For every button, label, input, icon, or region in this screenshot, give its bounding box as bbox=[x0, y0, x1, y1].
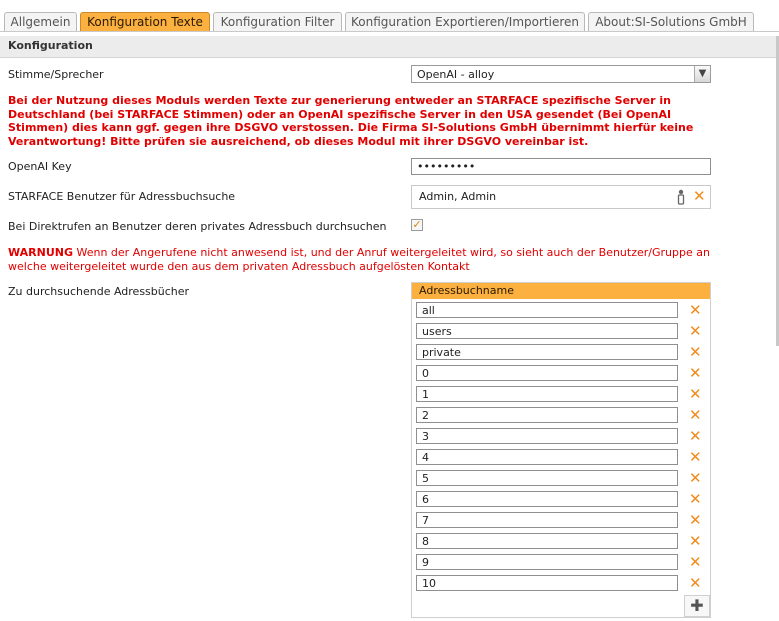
addressbook-row-value: 4 bbox=[422, 451, 429, 464]
addressbook-row-value: 10 bbox=[422, 577, 436, 590]
addressbook-row-value: 3 bbox=[422, 430, 429, 443]
section-header bbox=[0, 36, 776, 58]
warning-prefix: WARNUNG bbox=[8, 246, 73, 259]
addressbook-row-input[interactable] bbox=[416, 491, 678, 507]
addressbook-row-value: 6 bbox=[422, 493, 429, 506]
addressbook-row-input[interactable] bbox=[416, 470, 678, 486]
addressbook-row-input[interactable] bbox=[416, 554, 678, 570]
addressbooks-label: Zu durchsuchende Adressbücher bbox=[8, 285, 190, 298]
openai-key-input[interactable] bbox=[411, 158, 711, 175]
tab-bar bbox=[0, 0, 779, 32]
privacy-warning: Bei der Nutzung dieses Moduls werden Texte zur generierung entweder an STARFACE spezifische Server in Deutschland (bei STARFACE Stimmen) oder an OpenAI spezifische Server in den USA gesendet (Bei OpenAI Stimmen) dies kann ggf. gegen ihre DSGVO verstossen. Die Firma SI-Solutions GmbH übernimmt hierfür keine Verantwortung! Bitte prüfen sie ausreichend, ob dieses Modul mit ihrer DSGVO vereinbar ist. bbox=[8, 94, 694, 148]
close-icon[interactable]: ✕ bbox=[693, 187, 706, 205]
tab-konfiguration-filter[interactable]: Konfiguration Filter bbox=[213, 12, 342, 31]
close-icon[interactable]: ✕ bbox=[689, 532, 702, 550]
close-icon[interactable]: ✕ bbox=[689, 553, 702, 571]
close-icon[interactable]: ✕ bbox=[689, 427, 702, 445]
table-header bbox=[412, 283, 710, 299]
close-icon[interactable]: ✕ bbox=[689, 385, 702, 403]
addressbook-row-input[interactable] bbox=[416, 449, 678, 465]
addressbook-row-input[interactable] bbox=[416, 344, 678, 360]
close-icon[interactable]: ✕ bbox=[689, 343, 702, 361]
tab-allgemein[interactable]: Allgemein bbox=[4, 12, 77, 31]
tab-about[interactable]: About:SI-Solutions GmbH bbox=[588, 12, 754, 31]
addressbook-row-input[interactable] bbox=[416, 323, 678, 339]
addressbook-row-input[interactable] bbox=[416, 302, 678, 318]
addressbook-row-input[interactable] bbox=[416, 512, 678, 528]
openai-key-value: ••••••••• bbox=[417, 160, 476, 173]
chevron-down-icon[interactable]: ▼ bbox=[694, 66, 710, 82]
openai-key-label: OpenAI Key bbox=[8, 160, 72, 173]
addressbook-row-input[interactable] bbox=[416, 428, 678, 444]
tab-konfiguration-texte[interactable]: Konfiguration Texte bbox=[80, 12, 210, 31]
addressbooks-table bbox=[411, 282, 711, 618]
close-icon[interactable]: ✕ bbox=[689, 574, 702, 592]
addressbook-row-input[interactable] bbox=[416, 575, 678, 591]
close-icon[interactable]: ✕ bbox=[689, 448, 702, 466]
addressbook-row-input[interactable] bbox=[416, 407, 678, 423]
addressbook-row-value: 5 bbox=[422, 472, 429, 485]
forwarding-warning bbox=[8, 246, 748, 273]
addressbook-row-input[interactable] bbox=[416, 386, 678, 402]
addressbook-row-value: all bbox=[422, 304, 435, 317]
tab-konfiguration-export-import[interactable]: Konfiguration Exportieren/Importieren bbox=[345, 12, 585, 31]
close-icon[interactable]: ✕ bbox=[689, 364, 702, 382]
section-title: Konfiguration bbox=[8, 39, 93, 52]
voice-select[interactable] bbox=[411, 65, 711, 83]
user-search-label: STARFACE Benutzer für Adressbuchsuche bbox=[8, 190, 236, 203]
add-row-button[interactable]: ✚ bbox=[684, 595, 710, 617]
addressbook-row-value: 9 bbox=[422, 556, 429, 569]
addressbook-row-input[interactable] bbox=[416, 533, 678, 549]
close-icon[interactable]: ✕ bbox=[689, 469, 702, 487]
warning-text: Wenn der Angerufene nicht anwesend ist, und der Anruf weitergeleitet wird, so sieht auch der Benutzer/Gruppe an welche weitergeleitet wurde den aus dem privaten Adressbuch aufgelösten Kontakt bbox=[8, 246, 710, 273]
close-icon[interactable]: ✕ bbox=[689, 511, 702, 529]
voice-select-value: OpenAI - alloy bbox=[417, 68, 495, 81]
tab-divider bbox=[0, 31, 779, 32]
close-icon[interactable]: ✕ bbox=[689, 490, 702, 508]
addressbook-row-value: 7 bbox=[422, 514, 429, 527]
direct-call-checkbox[interactable]: ✓ bbox=[412, 218, 422, 231]
column-header-name: Adressbuchname bbox=[419, 284, 514, 297]
addressbook-row-value: 1 bbox=[422, 388, 429, 401]
addressbook-row-value: private bbox=[422, 346, 461, 359]
addressbook-row-value: 0 bbox=[422, 367, 429, 380]
addressbook-row-value: 8 bbox=[422, 535, 429, 548]
person-icon[interactable] bbox=[676, 189, 686, 205]
close-icon[interactable]: ✕ bbox=[689, 322, 702, 340]
addressbook-row-value: 2 bbox=[422, 409, 429, 422]
close-icon[interactable]: ✕ bbox=[689, 301, 702, 319]
direct-call-label: Bei Direktrufen an Benutzer deren privates Adressbuch durchsuchen bbox=[8, 220, 387, 233]
addressbook-row-input[interactable] bbox=[416, 365, 678, 381]
close-icon[interactable]: ✕ bbox=[689, 406, 702, 424]
addressbook-row-value: users bbox=[422, 325, 452, 338]
user-search-field[interactable] bbox=[411, 185, 711, 209]
user-search-value: Admin, Admin bbox=[419, 190, 497, 203]
voice-label: Stimme/Sprecher bbox=[8, 68, 104, 81]
